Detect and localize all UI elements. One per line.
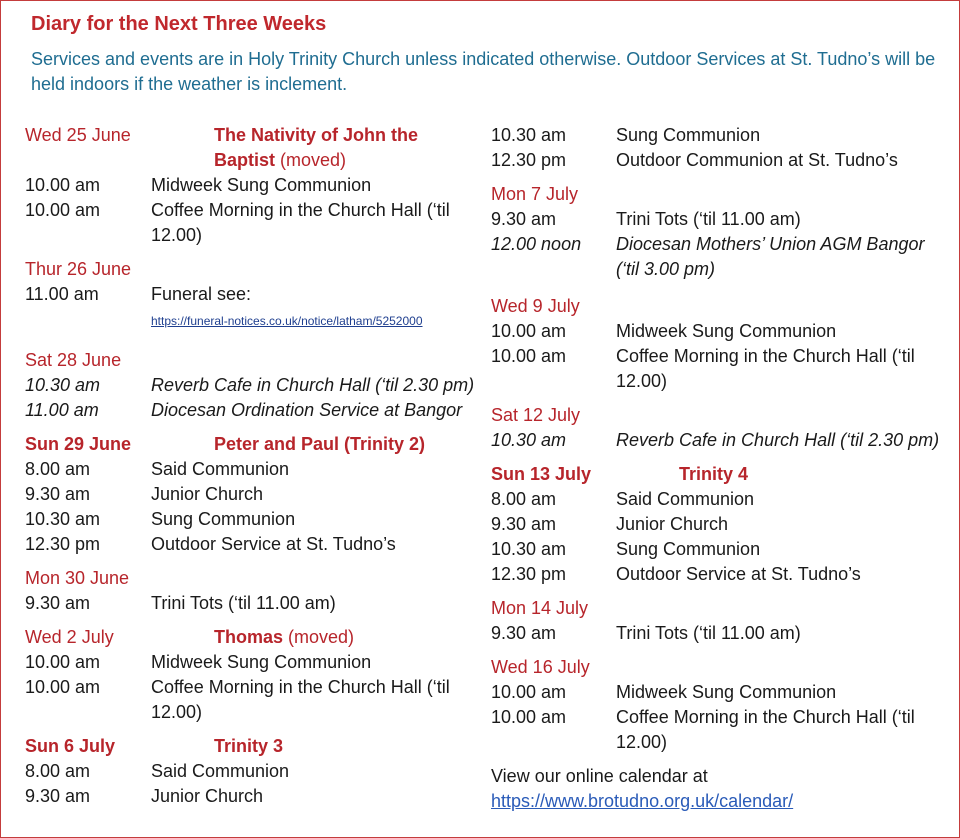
entry-date: Thur 26 June <box>25 259 132 279</box>
entry-date: Sun 13 July <box>491 464 592 484</box>
event-row: 12.30 pm Outdoor Communion at St. Tudno’s <box>491 150 898 170</box>
event-row: 12.30 pm Outdoor Service at St. Tudno’s <box>25 534 396 554</box>
event-row: 10.30 am Sung Communion <box>491 125 761 145</box>
event-row: 10.00 am Midweek Sung Communion <box>25 175 372 195</box>
entry-date: Mon 7 July <box>491 184 579 204</box>
entry-sun-6-july <box>25 734 475 809</box>
intro-text: Services and events are in Holy Trinity Church unless indicated otherwise. Outdoor Services at St. Tudno’s will be held indoors if the weather is inclement. <box>31 49 936 94</box>
entry-date: Sun 29 June <box>25 434 132 454</box>
feast-title: Trinity 3 <box>214 736 284 756</box>
entry-date: Wed 16 July <box>491 657 590 677</box>
entry-date: Wed 2 July <box>25 627 114 647</box>
feast-title: Trinity 4 <box>679 464 749 484</box>
event-row: 8.00 am Said Communion <box>25 761 290 781</box>
event-row: 11.00 am Diocesan Ordination Service at Bangor <box>25 400 463 420</box>
entry-sun-29-june <box>25 432 475 557</box>
entry-date: Mon 30 June <box>25 568 130 588</box>
event-row: 10.00 am Midweek Sung Communion <box>25 652 372 672</box>
entry-sat-12-july <box>491 403 951 453</box>
event-row: 10.30 am Sung Communion <box>491 539 761 559</box>
entry-date: Sat 28 June <box>25 350 122 370</box>
entry-date: Sun 6 July <box>25 736 116 756</box>
feast-title: The Nativity of John the Baptist (moved) <box>214 125 419 170</box>
entry-date: Sat 12 July <box>491 405 581 425</box>
event-row: 10.00 am Midweek Sung Communion <box>491 682 837 702</box>
entry-mon-30-june <box>25 566 475 616</box>
event-row: 10.30 am Reverb Cafe in Church Hall (‘til 2.30 pm) <box>491 430 940 450</box>
entry-date: Wed 9 July <box>491 296 580 316</box>
left-column <box>25 123 475 818</box>
entry-mon-7-july <box>491 182 951 282</box>
entry-mon-14-july <box>491 596 951 646</box>
online-calendar-link[interactable]: https://www.brotudno.org.uk/calendar/ <box>491 791 794 811</box>
event-row: 10.00 am Coffee Morning in the Church Hall (‘til 12.00) <box>25 200 450 245</box>
event-row: 12.00 noon Diocesan Mothers’ Union AGM Bangor (‘til 3.00 pm) <box>491 234 925 279</box>
feast-title: Peter and Paul (Trinity 2) <box>214 434 426 454</box>
event-row: 11.00 am Funeral see: <box>25 284 252 304</box>
event-row: 10.30 am Reverb Cafe in Church Hall (‘til 2.30 pm) <box>25 375 475 395</box>
entry-sun-13-july <box>491 462 951 587</box>
entry-wed-16-july <box>491 655 951 755</box>
event-row: 9.30 am Trini Tots (‘til 11.00 am) <box>491 209 801 229</box>
event-row: 9.30 am Junior Church <box>25 484 264 504</box>
feast-title: Thomas (moved) <box>214 627 355 647</box>
funeral-notice-link[interactable]: https://funeral-notices.co.uk/notice/latham/5252000 <box>151 314 423 328</box>
event-row: 10.30 am Sung Communion <box>25 509 296 529</box>
entry-wed-25-june <box>25 123 475 248</box>
event-row: 9.30 am Junior Church <box>491 514 729 534</box>
entry-wed-9-july <box>491 294 951 394</box>
event-row: 12.30 pm Outdoor Service at St. Tudno’s <box>491 564 861 584</box>
event-row: 9.30 am Trini Tots (‘til 11.00 am) <box>25 593 336 613</box>
event-row: 9.30 am Junior Church <box>25 786 264 806</box>
entry-date: Wed 25 June <box>25 125 131 145</box>
entry-sun-6-july-continued <box>491 123 951 173</box>
event-row: 10.00 am Coffee Morning in the Church Hall (‘til 12.00) <box>491 346 915 391</box>
footer-text: View our online calendar at <box>491 766 708 786</box>
entry-sat-28-june <box>25 348 475 423</box>
entry-date: Mon 14 July <box>491 598 589 618</box>
event-row: 10.00 am Midweek Sung Communion <box>491 321 837 341</box>
event-row: 8.00 am Said Communion <box>491 489 755 509</box>
entry-thur-26-june <box>25 257 475 336</box>
event-row: 9.30 am Trini Tots (‘til 11.00 am) <box>491 623 801 643</box>
entry-wed-2-july <box>25 625 475 725</box>
event-row: 10.00 am Coffee Morning in the Church Hall (‘til 12.00) <box>491 707 915 752</box>
event-row: 10.00 am Coffee Morning in the Church Hall (‘til 12.00) <box>25 677 450 722</box>
right-column <box>491 123 951 814</box>
page-title: Diary for the Next Three Weeks <box>31 13 327 35</box>
event-row: 8.00 am Said Communion <box>25 459 290 479</box>
calendar-footer <box>491 764 951 814</box>
